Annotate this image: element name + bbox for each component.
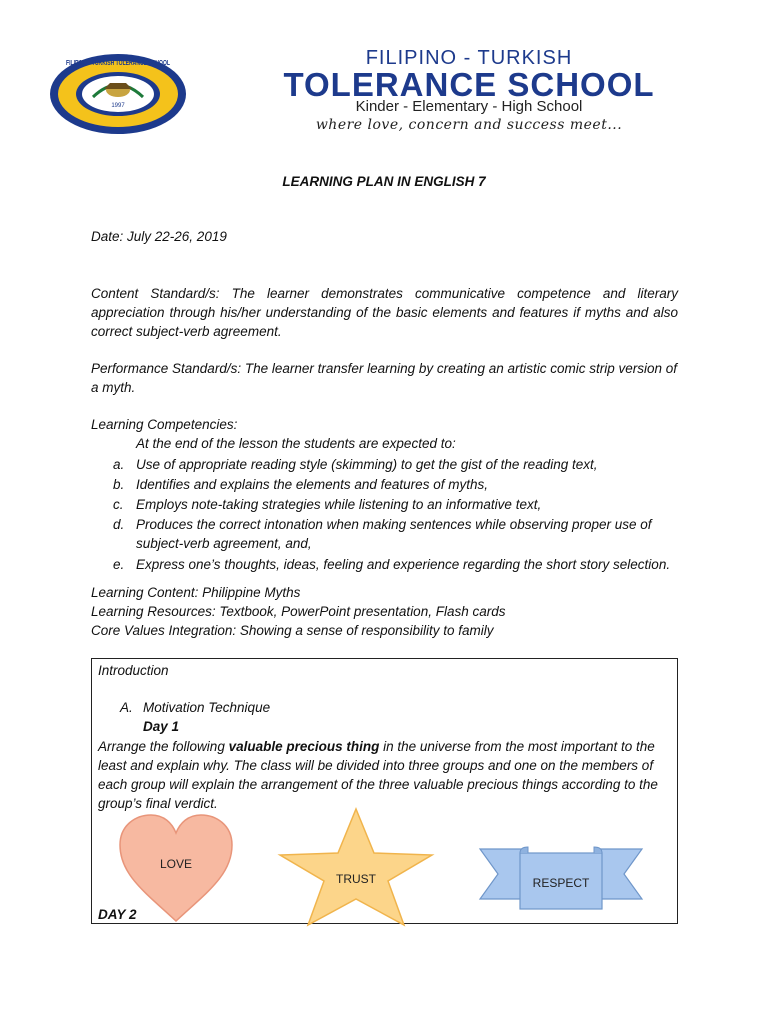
list-letter: e.: [113, 557, 125, 572]
list-letter: d.: [113, 517, 125, 532]
competencies-heading: Learning Competencies:: [91, 417, 238, 432]
learning-content: Learning Content: Philippine Myths: [91, 585, 301, 600]
motivation-heading: Motivation Technique: [143, 700, 271, 715]
school-name: TOLERANCE SCHOOL: [283, 66, 655, 103]
list-text: Produces the correct intonation when making sentences while observing proper use of subject-verb agreement, and,: [136, 517, 652, 551]
school-motto: where love, concern and success meet...: [315, 117, 623, 133]
list-letter: c.: [113, 497, 124, 512]
school-seal-logo: [48, 53, 188, 135]
list-item: [113, 475, 678, 494]
core-values: Core Values Integration: Showing a sense of responsibility to family: [91, 623, 494, 638]
seal-text: FILIPINO - TURKISH TOLERANCE SCHOOL: [66, 60, 171, 67]
list-item: [113, 515, 678, 553]
list-letter: a.: [113, 457, 125, 472]
list-text: Express one’s thoughts, ideas, feeling and experience regarding the short story selection.: [136, 557, 671, 572]
competency-list: [113, 455, 678, 574]
introduction-heading: Introduction: [98, 663, 169, 678]
seal-year: 1997: [111, 103, 125, 109]
trust-label: TRUST: [336, 872, 376, 886]
motivation-paragraph: Arrange the following valuable precious thing in the universe from the most important to the least and explain why. The class will be divided into three groups and one on the members of each group will explain the arrangement of the three valuable precious things according to the group’s final verdict.: [98, 739, 658, 811]
introduction-box: [91, 658, 678, 924]
page-title: LEARNING PLAN IN ENGLISH 7: [282, 174, 486, 189]
performance-standard: Performance Standard/s: The learner transfer learning by creating an artistic comic strip version of a myth.: [91, 361, 678, 395]
content-standard: Content Standard/s: The learner demonstrates communicative competence and literary appreciation through his/her understanding of the basic elements and features if myths and also correct subject-verb agreement.: [91, 286, 678, 339]
day2-label: DAY 2: [98, 907, 137, 922]
emphasis-text: valuable precious thing: [228, 739, 380, 754]
motivation-letter: A.: [120, 700, 133, 715]
love-label: LOVE: [159, 857, 192, 871]
list-text: Identifies and explains the elements and features of myths,: [136, 477, 488, 492]
list-text: Employs note-taking strategies while listening to an informative text,: [136, 497, 542, 512]
list-text: Use of appropriate reading style (skimming) to get the gist of the reading text,: [136, 457, 598, 472]
star-shape: [276, 807, 436, 925]
competencies-intro: At the end of the lesson the students are expected to:: [136, 436, 456, 451]
respect-label: RESPECT: [532, 876, 590, 890]
list-item: [113, 495, 678, 514]
school-levels: Kinder - Elementary - High School: [355, 98, 583, 115]
learning-resources: Learning Resources: Textbook, PowerPoint presentation, Flash cards: [91, 604, 506, 619]
date-line: Date: July 22-26, 2019: [91, 229, 227, 244]
day1-label: Day 1: [143, 719, 180, 734]
school-top-line: FILIPINO - TURKISH: [365, 47, 573, 69]
list-item: [113, 455, 678, 474]
list-item: [113, 555, 678, 574]
list-letter: b.: [113, 477, 125, 492]
